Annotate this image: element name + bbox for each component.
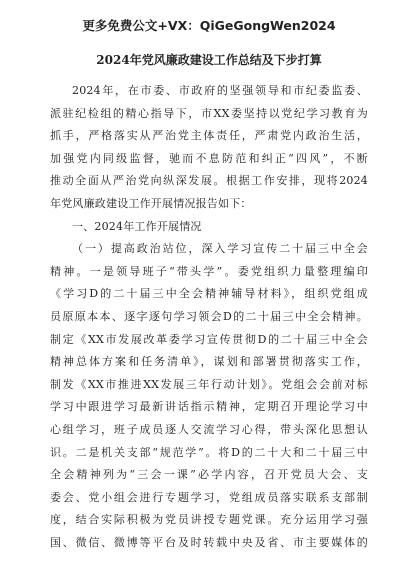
paragraph-line: 抓手，严格落实从严治党主体责任，严肃党内政治生活， (50, 129, 368, 143)
paragraph-line: 推动全面从严治党向纵深发展。根据工作安排，现将2024 (50, 174, 368, 188)
section-heading: 一、2024年工作开展情况 (72, 219, 202, 233)
paragraph-line: 制定《XX市发展改革委学习宣传贯彻D的二十届三中全会 (50, 332, 368, 346)
paragraph-line: 加强党内同级监督，驰而不息防范和纠正“四风”，不断 (50, 151, 368, 165)
paragraph-line: 度，结合实际积极为党员讲授专题党课。充分运用学习强 (50, 513, 368, 527)
paragraph-line: 年党风廉政建设工作开展情况报告如下： (50, 196, 252, 210)
paragraph-line: 学习中跟进学习最新讲话指示精神，定期召开理论学习中 (50, 400, 368, 414)
paragraph-line: 《学习D的二十届三中全会精神辅导材料》，组织党组成 (50, 287, 368, 301)
paragraph-line: 国、微信、微博等平台及时转载中央及省、市主要媒体的 (50, 535, 368, 549)
paragraph-line: 员原原本本、逐字逐句学习领会D的二十届三中全会精神。 (50, 309, 368, 323)
paragraph-line: 制发《XX市推进XX发展三年行动计划》。党组会会前对标 (50, 377, 368, 391)
paragraph-line: 派驻纪检组的精心指导下，市XX委坚持以党纪学习教育为 (50, 106, 368, 120)
document-body (50, 80, 368, 554)
paragraph-line: 精神。一是领导班子“带头学”。委党组织力量整理编印 (50, 264, 368, 278)
paragraph-line: 识。二是机关支部“规范学”。将D的二十大和二十届三中 (50, 445, 368, 459)
paragraph-line: 心组学习，班子成员逐人交流学习心得，带头深化思想认 (50, 422, 368, 436)
document-title: 2024年党风廉政建设工作总结及下步打算 (96, 53, 322, 67)
promo-banner: 更多免费公文+VX：QiGeGongWen2024 (82, 18, 336, 33)
paragraph-line: 委会、党小组会进行专题学习，党组成员落实联系支部制 (50, 490, 368, 504)
paragraph-line: 全会精神列为“三会一课”必学内容，召开党员大会、支 (50, 468, 368, 482)
paragraph-line: 2024年，在市委、市政府的坚强领导和市纪委监委、 (72, 84, 368, 97)
paragraph-line: 精神总体方案和任务清单》，谋划和部署贯彻落实工作， (50, 355, 368, 369)
paragraph-line: （一）提高政治站位，深入学习宣传二十届三中全会 (72, 242, 368, 256)
